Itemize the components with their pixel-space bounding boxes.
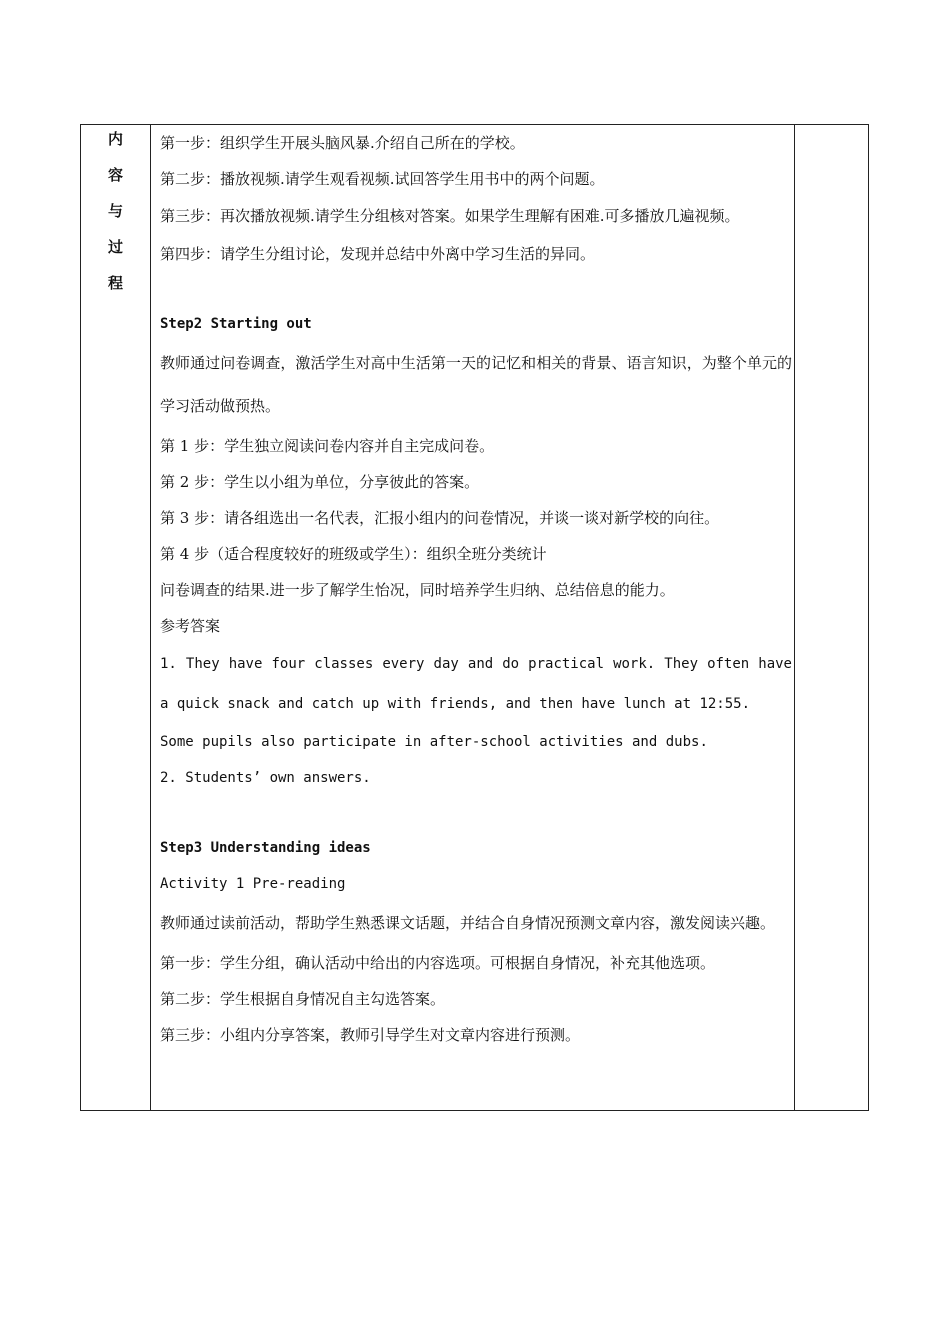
step-line: 第三步：再次播放视频.请学生分组核对答案。如果学生理解有困难.可多播放几遍视频。 — [160, 207, 740, 225]
side-label-char: 过 — [107, 238, 123, 256]
answer-line: 1. They have four classes every day and do practical work. They often have a quick snack and catch up with friends, and then have lunch at 12:55. — [160, 656, 792, 712]
step-line: 第二步：播放视频.请学生观看视频.试回答学生用书中的两个问题。 — [160, 170, 605, 188]
side-label-char: 程 — [107, 274, 123, 292]
spacer — [160, 796, 792, 830]
step-line: 第 3 步：请各组选出一名代表，汇报小组内的问卷情况，并谈一谈对新学校的向往。 — [160, 509, 720, 527]
side-label-column — [81, 125, 150, 305]
answer-line: Some pupils also participate in after-school activities and dubs. — [160, 734, 708, 750]
activity-heading: Activity 1 Pre-reading — [160, 876, 346, 892]
step-line: 问卷调查的结果.进一步了解学生怡况，同时培养学生归纳、总结倍息的能力。 — [160, 581, 675, 599]
content-column — [160, 125, 792, 1053]
step-line: 第一步：学生分组，确认活动中给出的内容选项。可根据自身情况，补充其他选项。 — [160, 954, 716, 972]
step-line: 第一步：组织学生开展头脑风暴.介绍自己所在的学校。 — [160, 134, 525, 152]
paragraph: 教师通过读前活动，帮助学生熟悉课文话题，并结合自身情况预测文章内容，激发阅读兴趣。 — [160, 914, 776, 932]
step-line: 第三步：小组内分享答案，教师引导学生对文章内容进行预测。 — [160, 1026, 581, 1044]
reference-heading: 参考答案 — [160, 617, 221, 635]
lesson-table — [80, 124, 869, 1111]
step-line: 第四步：请学生分组讨论，发现并总结中外离中学习生活的异同。 — [160, 245, 596, 263]
paragraph: 教师通过问卷调查，激活学生对高中生活第一天的记忆和相关的背景、语言知识，为整个单元的学习活动做预热。 — [160, 354, 792, 415]
answer-line: 2. Students’ own answers. — [160, 770, 371, 786]
step-line: 第 1 步：学生独立阅读问卷内容并自主完成问卷。 — [160, 437, 495, 455]
section-heading: Step2 Starting out — [160, 316, 312, 332]
step-line: 第二步：学生根据自身情况自主勾选答案。 — [160, 990, 446, 1008]
column-divider — [794, 125, 795, 1110]
side-label-char: 与 — [107, 202, 123, 220]
side-label-char: 内 — [107, 130, 123, 148]
spacer — [160, 272, 792, 306]
section-heading: Step3 Understanding ideas — [160, 840, 371, 856]
side-label-char: 容 — [107, 166, 123, 184]
column-divider — [150, 125, 151, 1110]
step-line: 第 4 步（适合程度较好的班级或学生）：组织全班分类统计 — [160, 545, 547, 563]
step-line: 第 2 步：学生以小组为单位，分享彼此的答案。 — [160, 473, 480, 491]
